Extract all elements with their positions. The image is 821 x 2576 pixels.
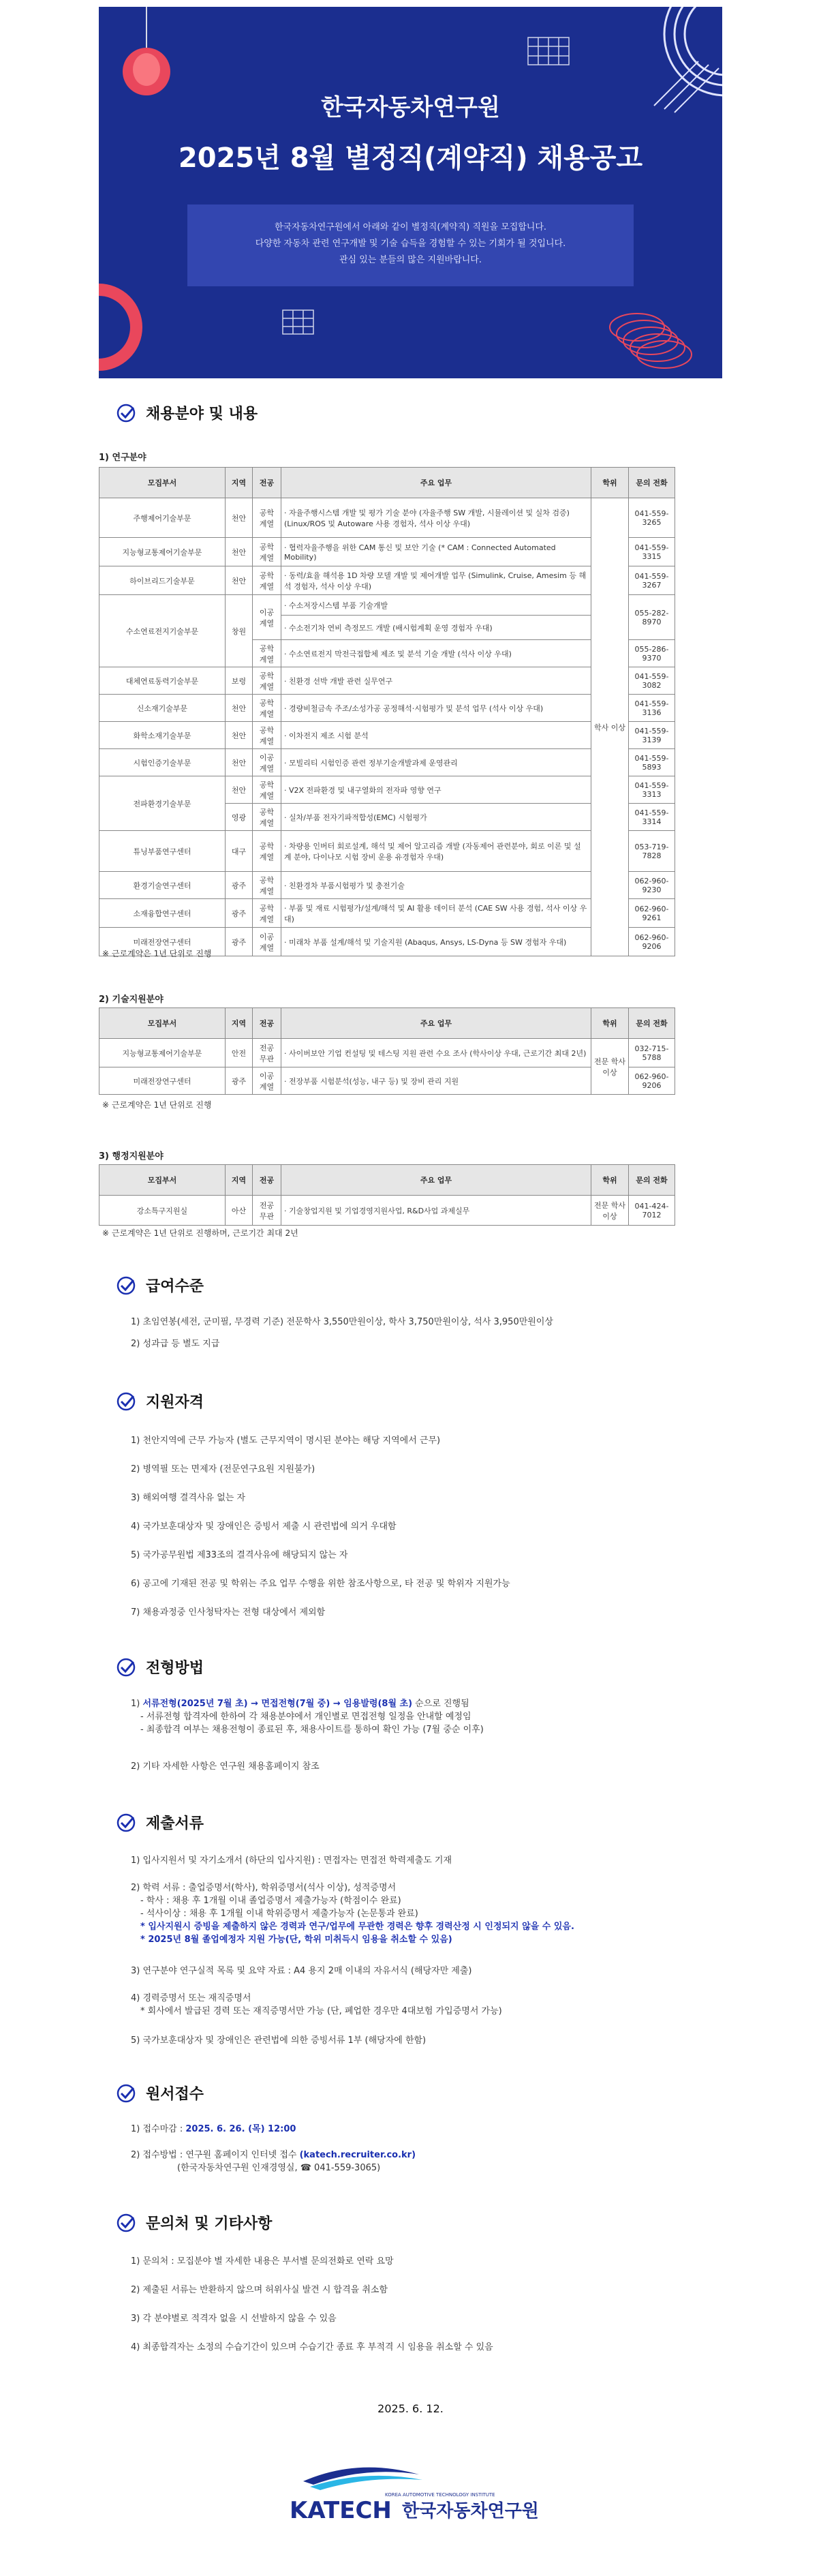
cell-region: 안전 xyxy=(226,1039,253,1067)
section-title: 문의처 및 기타사항 xyxy=(146,2215,273,2232)
table-note: ※ 근로계약은 1년 단위로 진행 xyxy=(102,1100,212,1110)
check-circle-icon xyxy=(116,1275,136,1296)
section-title: 채용분야 및 내용 xyxy=(146,406,258,423)
cell-tel: 041-559-5893 xyxy=(629,749,675,776)
cell-degree: 학사 이상 xyxy=(591,498,629,956)
table-note: ※ 근로계약은 1년 단위로 진행하며, 근로기간 최대 2년 xyxy=(102,1228,298,1238)
cell-region: 천안 xyxy=(226,722,253,749)
check-circle-icon xyxy=(116,1813,136,1833)
cell-dept: 환경기술연구센터 xyxy=(99,872,226,899)
section-header-qualify xyxy=(116,1391,204,1412)
section-title: 급여수준 xyxy=(146,1278,204,1295)
subsection-tech-support: 2) 기술지원분야 xyxy=(99,995,164,1005)
research-table xyxy=(99,467,675,956)
cell-region: 천안 xyxy=(226,566,253,595)
cell-duty: · 모빌리티 시험인증 관련 정부기술개발과제 운영관리 xyxy=(281,749,591,776)
cell-duty: · 경량비철금속 주조/소성가공 공정해석·시험평가 및 분석 업무 (석사 이상 우대) xyxy=(281,695,591,722)
cell-duty: · 부품 및 재료 시험평가/설계/해석 및 AI 활용 데이터 분석 (CAE SW 사용 경험, 석사 이상 우대) xyxy=(281,899,591,928)
cell-duty: · 수소저장시스템 부품 기술개발 xyxy=(281,595,591,616)
cell-region: 아산 xyxy=(226,1196,253,1226)
table-header-row xyxy=(99,1165,675,1196)
table-header-row xyxy=(99,468,675,498)
cell-duty: · 실차/부품 전자기파적합성(EMC) 시험평가 xyxy=(281,804,591,831)
cell-duty: · 수소전기차 연비 측정모드 개발 (배시험계획 운영 경험자 우대) xyxy=(281,616,591,640)
table-note: ※ 근로계약은 1년 단위로 진행 xyxy=(102,949,212,958)
cell-major: 공학 계열 xyxy=(253,831,281,872)
cell-dept: 미래전장연구센터 xyxy=(99,928,226,956)
cell-tel: 062-960-9206 xyxy=(629,928,675,956)
docs-sub: - 학사 : 채용 후 1개월 이내 졸업증명서 제출가능자 (학점이수 완료) xyxy=(140,1896,401,1906)
cell-tel: 041-424-7012 xyxy=(629,1196,675,1226)
cell-dept: 주행제어기술부문 xyxy=(99,498,226,538)
contact-item: 1) 문의처 : 모집분야 별 자세한 내용은 부서별 문의전화로 연락 요망 xyxy=(131,2256,394,2267)
col-header: 전공 xyxy=(253,1008,281,1039)
qualify-item: 3) 해외여행 결격사유 없는 자 xyxy=(131,1493,246,1503)
cell-dept: 지능형교통제어기술부문 xyxy=(99,538,226,566)
cell-duty: · V2X 전파환경 및 내구열화의 전자파 영향 연구 xyxy=(281,776,591,804)
col-header: 지역 xyxy=(226,1008,253,1039)
qualify-item: 1) 천안지역에 근무 가능자 (별도 근무지역이 명시된 분야는 해당 지역에서 근무) xyxy=(131,1436,441,1446)
process-steps: 서류전형(2025년 7월 초) → 면접전형(7월 중) → 임용발령(8월 초) xyxy=(142,1699,413,1709)
cell-dept: 소재융합연구센터 xyxy=(99,899,226,928)
salary-item: 1) 초임연봉(세전, 군미필, 무경력 기준) 전문학사 3,550만원이상, 학사 3,750만원이상, 석사 3,950만원이상 xyxy=(131,1317,553,1327)
cell-duty: · 친환경차 부품시험평가 및 충전기술 xyxy=(281,872,591,899)
cell-duty: · 미래차 부품 설계/해석 및 기술지원 (Abaqus, Ansys, LS-Dyna 등 SW 경험자 우대) xyxy=(281,928,591,956)
col-header: 주요 업무 xyxy=(281,468,591,498)
docs-note: * 2025년 8월 졸업예정자 지원 가능(단, 학위 미취득시 임용을 취소할 수 있음) xyxy=(140,1935,452,1945)
process-sub: - 서류전형 합격자에 한하여 각 채용분야에서 개인별로 면접전형 일정을 안내할 예정임 xyxy=(140,1712,471,1722)
col-header: 주요 업무 xyxy=(281,1165,591,1196)
deadline-label: 1) 접수마감 : xyxy=(131,2124,186,2134)
process-num: 1) xyxy=(131,1699,143,1709)
cell-region: 창원 xyxy=(226,595,253,667)
cell-major: 공학 계열 xyxy=(253,722,281,749)
cell-region: 천안 xyxy=(226,776,253,804)
section-header-salary xyxy=(116,1275,204,1296)
table-row xyxy=(99,595,675,616)
intro-line: 한국자동차연구원에서 아래와 같이 별정직(계약직) 직원을 모집합니다. xyxy=(274,222,547,232)
table-row xyxy=(99,667,675,695)
apply-method xyxy=(131,2149,717,2175)
cell-major: 이공 계열 xyxy=(253,595,281,640)
col-header: 문의 전화 xyxy=(629,1008,675,1039)
process-sub: - 최종합격 여부는 채용전형이 종료된 후, 채용사이트를 통하여 확인 가능 (7월 중순 이후) xyxy=(140,1725,484,1735)
docs-item: 1) 입사지원서 및 자기소개서 (하단의 입사지원) : 면접자는 면접전 학력제출도 기재 xyxy=(131,1855,452,1866)
apply-url-link[interactable]: (katech.recruiter.co.kr) xyxy=(299,2150,416,2160)
hero-banner xyxy=(99,7,722,378)
cell-tel: 041-559-3315 xyxy=(629,538,675,566)
contact-item: 4) 최종합격자는 소정의 수습기간이 있으며 수습기간 종료 후 부적격 시 임용을 취소할 수 있음 xyxy=(131,2342,493,2352)
section-title: 전형방법 xyxy=(146,1660,204,1677)
col-header: 모집부서 xyxy=(99,1165,226,1196)
logo-en: KATECH xyxy=(290,2497,392,2522)
cell-tel: 062-960-9206 xyxy=(629,1067,675,1095)
qualify-item: 2) 병역필 또는 면제자 (전문연구요원 지원불가) xyxy=(131,1464,315,1474)
cell-duty: · 이차전지 제조 시험 분석 xyxy=(281,722,591,749)
cell-duty: · 차량용 인버터 회로설계, 해석 및 제어 알고리즘 개발 (자동제어 관련분야, 회로 이론 및 설계 분야, 다이나모 시험 장비 운용 유경험자 우대) xyxy=(281,831,591,872)
cell-degree: 전문 학사 이상 xyxy=(591,1039,629,1095)
cell-major: 이공 계열 xyxy=(253,1067,281,1095)
cell-dept: 미래전장연구센터 xyxy=(99,1067,226,1095)
table-header-row xyxy=(99,1008,675,1039)
cell-dept: 지능형교통제어기술부문 xyxy=(99,1039,226,1067)
col-header: 문의 전화 xyxy=(629,1165,675,1196)
docs-item xyxy=(131,1992,717,2018)
cell-duty: · 동력/효율 해석용 1D 차량 모델 개발 및 제어개발 업무 (Simulink, Cruise, Amesim 등 해석 경험자, 석사 이상 우대) xyxy=(281,566,591,595)
docs-item xyxy=(131,1881,717,1946)
announcement-date: 2025. 6. 12. xyxy=(377,2402,444,2415)
cell-major: 공학 계열 xyxy=(253,695,281,722)
cell-dept: 튜닝부품연구센터 xyxy=(99,831,226,872)
qualify-item: 7) 채용과정중 인사청탁자는 전형 대상에서 제외함 xyxy=(131,1607,326,1618)
cell-region: 광주 xyxy=(226,928,253,956)
table-row xyxy=(99,776,675,804)
col-header: 주요 업무 xyxy=(281,1008,591,1039)
section-header-process xyxy=(116,1656,204,1678)
cell-region: 광주 xyxy=(226,899,253,928)
cell-region: 천안 xyxy=(226,538,253,566)
logo-subtitle: KOREA AUTOMOTIVE TECHNOLOGY INSTITUTE xyxy=(385,2492,495,2498)
col-header: 모집부서 xyxy=(99,468,226,498)
method-label: 2) 접수방법 : 연구원 홈페이지 인터넷 접수 xyxy=(131,2150,300,2160)
table-row xyxy=(99,722,675,749)
check-circle-icon xyxy=(116,2083,136,2104)
cell-duty: · 사이버보안 기업 컨설팅 및 테스팅 지원 관련 수요 조사 (학사이상 우대, 근로기간 최대 2년) xyxy=(281,1039,591,1067)
table-row xyxy=(99,695,675,722)
cell-major: 이공 계열 xyxy=(253,928,281,956)
qualify-item: 4) 국가보훈대상자 및 장애인은 증빙서 제출 시 관련법에 의거 우대함 xyxy=(131,1521,397,1532)
check-circle-icon xyxy=(116,1657,136,1678)
section-title: 제출서류 xyxy=(146,1815,204,1832)
section-title: 원서접수 xyxy=(146,2086,204,2103)
table-row xyxy=(99,872,675,899)
cell-major: 전공 무관 xyxy=(253,1196,281,1226)
section-header-docs xyxy=(116,1812,204,1833)
cell-tel: 041-559-3313 xyxy=(629,776,675,804)
check-circle-icon xyxy=(116,403,136,423)
cell-region: 보령 xyxy=(226,667,253,695)
katech-logo xyxy=(283,2461,542,2522)
cell-major: 이공 계열 xyxy=(253,749,281,776)
cell-dept: 화학소재기술부문 xyxy=(99,722,226,749)
section-header-apply xyxy=(116,2082,204,2104)
banner-intro xyxy=(187,204,634,286)
cell-major: 공학 계열 xyxy=(253,667,281,695)
col-header: 학위 xyxy=(591,1008,629,1039)
deadline-value: 2025. 6. 26. (목) 12:00 xyxy=(185,2124,296,2134)
banner-decoration xyxy=(99,7,722,378)
col-header: 전공 xyxy=(253,1165,281,1196)
process-item xyxy=(131,1697,717,1736)
qualify-item: 6) 공고에 기재된 전공 및 학위는 주요 업무 수행을 위한 참조사항으로, 타 전공 및 학위자 지원가능 xyxy=(131,1579,510,1589)
cell-tel: 041-559-3314 xyxy=(629,804,675,831)
banner-title-main: 2025년 8월 별정직(계약직) 채용공고 xyxy=(178,142,643,174)
col-header: 전공 xyxy=(253,468,281,498)
table-row xyxy=(99,831,675,872)
table-row xyxy=(99,1067,675,1095)
cell-dept: 강소특구지원실 xyxy=(99,1196,226,1226)
qualify-item: 5) 국가공무원법 제33조의 결격사유에 해당되지 않는 자 xyxy=(131,1550,348,1560)
cell-tel: 053-719-7828 xyxy=(629,831,675,872)
cell-region: 천안 xyxy=(226,498,253,538)
process-rest: 순으로 진행됨 xyxy=(412,1699,469,1709)
table-row xyxy=(99,1196,675,1226)
cell-major: 공학 계열 xyxy=(253,640,281,667)
cell-tel: 062-960-9230 xyxy=(629,872,675,899)
cell-major: 공학 계열 xyxy=(253,538,281,566)
table-row xyxy=(99,899,675,928)
col-header: 학위 xyxy=(591,468,629,498)
cell-major: 공학 계열 xyxy=(253,566,281,595)
cell-major: 공학 계열 xyxy=(253,872,281,899)
col-header: 학위 xyxy=(591,1165,629,1196)
cell-tel: 062-960-9261 xyxy=(629,899,675,928)
intro-line: 관심 있는 분들의 많은 지원바랍니다. xyxy=(339,255,482,265)
cell-major: 전공 무관 xyxy=(253,1039,281,1067)
table-row xyxy=(99,498,675,538)
docs-sub: - 석사이상 : 채용 후 1개월 이내 학위증명서 제출가능자 (논문통과 완료) xyxy=(140,1909,418,1919)
cell-region: 천안 xyxy=(226,695,253,722)
apply-deadline xyxy=(131,2123,717,2136)
logo-kr: 한국자동차연구원 xyxy=(402,2501,539,2521)
col-header: 지역 xyxy=(226,1165,253,1196)
intro-line: 다양한 자동차 관련 연구개발 및 기술 습득을 경험할 수 있는 기회가 될 것입니다. xyxy=(255,239,566,249)
cell-tel: 055-282-8970 xyxy=(629,595,675,640)
cell-dept: 시험인증기술부문 xyxy=(99,749,226,776)
tech-support-table xyxy=(99,1007,675,1095)
cell-duty: · 자율주행시스템 개발 및 평가 기술 분야 (자율주행 SW 개발, 시뮬레이션 및 실차 검증) (Linux/ROS 및 Autoware 사용 경험자, 석사 이상 우대) xyxy=(281,498,591,538)
subsection-research: 1) 연구분야 xyxy=(99,453,146,463)
cell-region: 광주 xyxy=(226,1067,253,1095)
process-item: 2) 기타 자세한 사항은 연구원 채용홈페이지 참조 xyxy=(131,1761,320,1772)
docs-sub: * 회사에서 발급된 경력 또는 재직증명서만 가능 (단, 폐업한 경우만 4대보험 가입증명서 가능) xyxy=(140,2006,502,2016)
cell-major: 공학 계열 xyxy=(253,498,281,538)
cell-region: 천안 xyxy=(226,749,253,776)
cell-tel: 041-559-3136 xyxy=(629,695,675,722)
cell-duty: · 기술창업지원 및 기업경영지원사업, R&D사업 과제실무 xyxy=(281,1196,591,1226)
cell-duty: · 수소연료전지 막전극접합체 제조 및 분석 기술 개발 (석사 이상 우대) xyxy=(281,640,591,667)
col-header: 모집부서 xyxy=(99,1008,226,1039)
cell-dept: 대체연료동력기술부문 xyxy=(99,667,226,695)
contact-item: 2) 제출된 서류는 반환하지 않으며 허위사실 발견 시 합격을 취소함 xyxy=(131,2285,388,2295)
docs-item-title: 2) 학력 서류 : 출업증명서(학사), 학위증명서(석사 이상), 성적증명서 xyxy=(131,1883,397,1893)
method-contact: (한국자동차연구원 인재경영실, ☎ 041-559-3065) xyxy=(177,2163,381,2173)
salary-item: 2) 성과급 등 별도 지급 xyxy=(131,1339,220,1349)
cell-dept: 하이브리드기술부문 xyxy=(99,566,226,595)
cell-tel: 032-715-5788 xyxy=(629,1039,675,1067)
table-row xyxy=(99,566,675,595)
table-row xyxy=(99,538,675,566)
subsection-admin-support: 3) 행정지원분야 xyxy=(99,1151,164,1162)
cell-region: 대구 xyxy=(226,831,253,872)
col-header: 지역 xyxy=(226,468,253,498)
cell-tel: 041-559-3082 xyxy=(629,667,675,695)
cell-tel: 041-559-3139 xyxy=(629,722,675,749)
cell-duty: · 전장부품 시험분석(성능, 내구 등) 및 장비 관리 지원 xyxy=(281,1067,591,1095)
table-row xyxy=(99,1039,675,1067)
section-header-contact xyxy=(116,2212,272,2233)
cell-degree: 전문 학사 이상 xyxy=(591,1196,629,1226)
cell-region: 광주 xyxy=(226,872,253,899)
check-circle-icon xyxy=(116,2213,136,2233)
cell-tel: 041-559-3265 xyxy=(629,498,675,538)
cell-dept: 신소재기술부문 xyxy=(99,695,226,722)
cell-region: 영광 xyxy=(226,804,253,831)
cell-duty: · 친환경 선박 개발 관련 실무연구 xyxy=(281,667,591,695)
section-header-recruit xyxy=(116,402,258,423)
admin-support-table xyxy=(99,1164,675,1226)
cell-tel: 041-559-3267 xyxy=(629,566,675,595)
cell-major: 공학 계열 xyxy=(253,776,281,804)
cell-duty: · 협력자율주행을 위한 CAM 통신 및 보안 기술 (* CAM : Connected Automated Mobility) xyxy=(281,538,591,566)
docs-item: 5) 국가보훈대상자 및 장애인은 관련법에 의한 증빙서류 1부 (해당자에 한함) xyxy=(131,2035,427,2046)
cell-major: 공학 계열 xyxy=(253,804,281,831)
cell-tel: 055-286-9370 xyxy=(629,640,675,667)
docs-note: * 입사지원시 증빙을 제출하지 않은 경력과 연구/업무에 무관한 경력은 향후 경력산정 시 인정되지 않을 수 있음. xyxy=(140,1922,574,1932)
cell-major: 공학 계열 xyxy=(253,899,281,928)
cell-dept: 전파환경기술부문 xyxy=(99,776,226,831)
col-header: 문의 전화 xyxy=(629,468,675,498)
contact-item: 3) 각 분야별로 적격자 없을 시 선발하지 않을 수 있음 xyxy=(131,2314,337,2324)
check-circle-icon xyxy=(116,1391,136,1412)
cell-dept: 수소연료전지기술부문 xyxy=(99,595,226,667)
docs-item: 3) 연구분야 연구실적 목록 및 요약 자료 : A4 용지 2매 이내의 자유서식 (해당자만 제출) xyxy=(131,1966,472,1976)
banner-title-org: 한국자동차연구원 xyxy=(321,94,500,121)
table-row xyxy=(99,749,675,776)
docs-item-title: 4) 경력증명서 또는 재직증명서 xyxy=(131,1993,251,2003)
section-title: 지원자격 xyxy=(146,1394,204,1411)
